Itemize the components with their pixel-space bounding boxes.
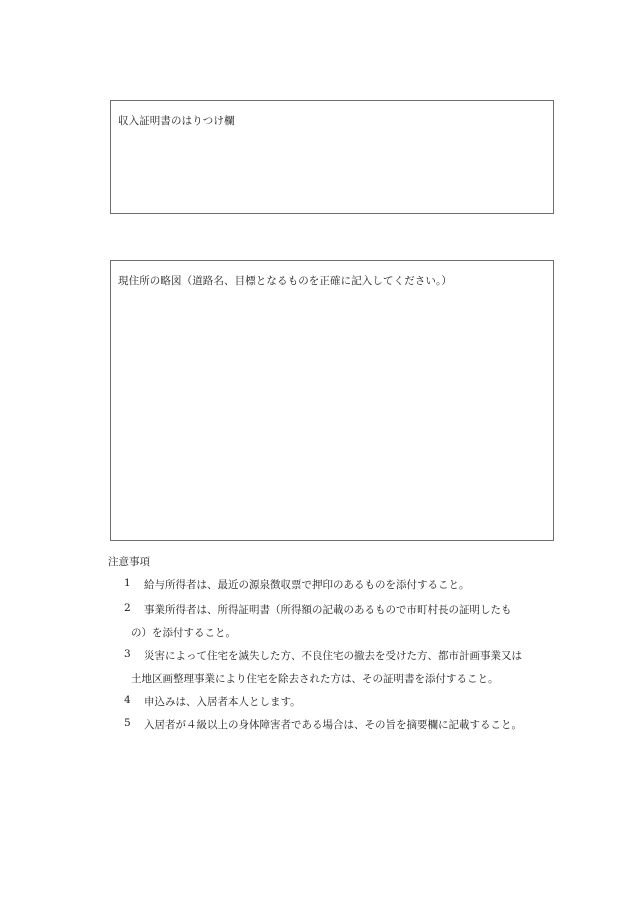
note-4-number: 4 [124, 694, 131, 706]
note-2-number: 2 [124, 602, 131, 614]
note-5-text: 入居者が４級以上の身体障害者である場合は、その旨を摘要欄に記載すること。 [144, 719, 522, 731]
note-1-text: 給与所得者は、最近の源泉徴収票で押印のあるものを添付すること。 [144, 579, 470, 591]
current-address-map-box [110, 260, 554, 541]
notes-title: 注意事項 [108, 556, 150, 568]
income-certificate-box-label: 収入証明書のはりつけ欄 [118, 115, 235, 127]
note-3-text-line-2: 土地区画整理事業により住宅を除去された方は、その証明書を添付すること。 [131, 673, 499, 685]
note-1-number: 1 [124, 577, 131, 589]
note-3-text-line-1: 災害によって住宅を滅失した方、不良住宅の撤去を受けた方、都市計画事業又は [144, 650, 522, 662]
note-4-text: 申込みは、入居者本人とします。 [144, 696, 301, 708]
note-2-text-line-1: 事業所得者は、所得証明書（所得額の記載のあるもので市町村長の証明したも [144, 604, 512, 616]
note-3-number: 3 [124, 648, 131, 660]
note-5-number: 5 [124, 717, 131, 729]
map-box-label: 現住所の略図（道路名、目標となるものを正確に記入してください。） [118, 275, 452, 287]
note-2-text-line-2: の）を添付すること。 [131, 627, 236, 639]
income-certificate-attachment-box [110, 100, 554, 214]
